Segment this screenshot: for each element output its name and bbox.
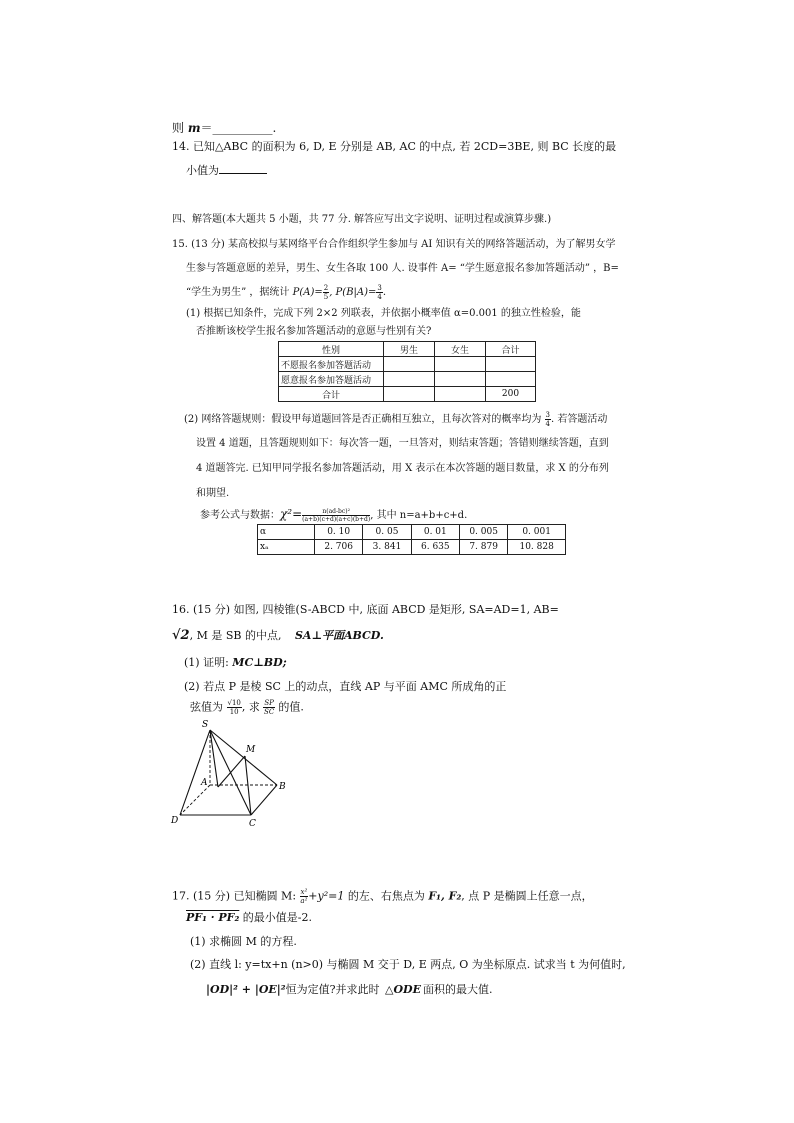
q17-point-text: , 点 P 是椭圆上任意一点， bbox=[461, 889, 593, 903]
q13-blank: __________ bbox=[212, 121, 273, 135]
table-cell: 200 bbox=[486, 387, 536, 402]
vertex-label-s: S bbox=[202, 720, 209, 730]
q16-line-2 bbox=[172, 629, 384, 643]
q15-part1-line-2: 否推断该校学生报名参加答题活动的意愿与性别有关? bbox=[196, 326, 432, 337]
q15-pba-frac: $\frac{3}{4}$ bbox=[377, 284, 382, 301]
q17-foci-text: 的左、右焦点为 bbox=[344, 889, 429, 903]
q16-part1-label: (1) 证明: bbox=[184, 656, 233, 669]
q15-pa: P(A)= bbox=[292, 287, 323, 298]
table-cell: 合计 bbox=[279, 387, 384, 402]
section-4-heading: 四、解答题(本大题共 5 小题，共 77 分. 解答应写出文字说明、证明过程或演算步骤.) bbox=[172, 214, 552, 225]
q17-area-text: 面积的最大值. bbox=[422, 983, 493, 996]
q14-line-2 bbox=[186, 163, 267, 178]
table-cell: 3. 841 bbox=[363, 540, 411, 555]
table-cell[interactable] bbox=[384, 357, 435, 372]
table-cell[interactable] bbox=[435, 357, 486, 372]
table-cell: 10. 828 bbox=[508, 540, 566, 555]
reference-note: , 其中 n=a+b+c+d. bbox=[370, 510, 468, 521]
chi-square-frac: $\frac{\text{n(ad-bc)²}}{(a+b)(c+d)(a+c)(b+d)}$ bbox=[302, 508, 371, 523]
q15-pa-frac: $\frac{2}{5}$ bbox=[323, 284, 329, 301]
q15-part2-line-3: 4 道题答完. 已知甲同学报名参加答题活动，用 X 表示在本次答题的题目数量，求 X 的分布列 bbox=[196, 463, 609, 474]
distance-sum: |OD|² + |OE|² bbox=[206, 983, 286, 996]
sqrt2: √2 bbox=[172, 628, 190, 643]
q15-line-3-text: “学生为男生” ，据统计 bbox=[186, 287, 293, 298]
ellipse-frac: $\frac{\text{x²}}{\text{a²}}$ bbox=[300, 888, 308, 905]
q17-foci: F₁, F₂ bbox=[428, 889, 462, 903]
table-cell[interactable] bbox=[435, 387, 486, 402]
q14-answer-blank[interactable] bbox=[219, 163, 267, 174]
table-cell: xₐ bbox=[258, 540, 315, 555]
vertex-label-a: A bbox=[201, 778, 208, 788]
contingency-table bbox=[278, 341, 536, 402]
table-cell: 愿意报名参加答题活动 bbox=[279, 372, 384, 387]
table-row bbox=[258, 525, 566, 540]
q15-part2-line-1 bbox=[184, 411, 607, 428]
q17-line-2 bbox=[186, 911, 312, 925]
q16-part2-text: 弦值为 bbox=[190, 700, 227, 714]
table-row bbox=[279, 372, 536, 387]
table-cell: 0. 001 bbox=[508, 525, 566, 540]
q14-line-2-text: 小值为 bbox=[186, 164, 219, 177]
table-cell: 2. 706 bbox=[315, 540, 363, 555]
reference-formula bbox=[200, 507, 467, 523]
q15-part1-line-1: (1) 根据已知条件，完成下列 2×2 列联表，并依据小概率值 α=0.001 的独立性检验，能 bbox=[186, 308, 581, 319]
chi-square-symbol: χ²= bbox=[280, 507, 303, 521]
q17-part2-line-2 bbox=[206, 983, 492, 997]
table-header-row bbox=[279, 342, 536, 357]
q16-ratio-frac: $\frac{SP}{SC}$ bbox=[264, 699, 275, 716]
q16-sine-frac: $\frac{√10}{10}$ bbox=[227, 699, 241, 716]
table-cell[interactable] bbox=[435, 372, 486, 387]
q15-line-1: 15. (13 分) 某高校拟与某网络平台合作组织学生参加与 AI 知识有关的网络答题活动，为了解男女学 bbox=[172, 239, 616, 250]
q16-perpendicular: SA⊥平面ABCD. bbox=[294, 629, 384, 642]
q15-line-2: 生参与答题意愿的差异，男生、女生各取 100 人. 设事件 A= “学生愿意报名参加答题活动” ，B= bbox=[186, 263, 619, 274]
q16-part1 bbox=[184, 656, 287, 670]
table-row bbox=[279, 387, 536, 402]
pyramid-figure bbox=[165, 712, 300, 828]
q15-part2-text-b: . 若答题活动 bbox=[551, 414, 608, 425]
table-header-cell: 合计 bbox=[486, 342, 536, 357]
q17-intro: 17. (15 分) 已知椭圆 M: bbox=[172, 889, 300, 903]
vertex-label-b: B bbox=[279, 782, 286, 792]
table-row bbox=[258, 540, 566, 555]
q17-part1: (1) 求椭圆 M 的方程. bbox=[190, 935, 297, 948]
table-cell[interactable] bbox=[486, 357, 536, 372]
q16-midpoint-text: , M 是 SB 的中点, bbox=[189, 629, 282, 642]
table-cell: 不愿报名参加答题活动 bbox=[279, 357, 384, 372]
table-header-cell: 性别 bbox=[279, 342, 384, 357]
q16-part2-ask: , 求 bbox=[241, 700, 264, 714]
vertex-label-c: C bbox=[249, 819, 256, 828]
table-cell: 7. 879 bbox=[459, 540, 507, 555]
q16-part1-claim: MC⊥BD; bbox=[232, 656, 287, 669]
critical-value-table bbox=[257, 524, 566, 555]
q13-answer-line bbox=[172, 121, 276, 135]
q16-line-1: 16. (15 分) 如图, 四棱锥(S-ABCD 中, 底面 ABCD 是矩形, SA=AD=1, AB= bbox=[172, 603, 559, 616]
q17-part2-line-1: (2) 直线 l: y=tx+n (n>0) 与椭圆 M 交于 D, E 两点, O 为坐标原点. 试求当 t 为何值时, bbox=[190, 958, 626, 971]
q13-prefix: 则 bbox=[172, 121, 188, 135]
q15-part2-text: (2) 网络答题规则：假设甲每道题回答是否正确相互独立，且每次答对的概率均为 bbox=[184, 414, 545, 425]
q16-part2-end: 的值. bbox=[274, 700, 304, 714]
table-header-cell: 男生 bbox=[384, 342, 435, 357]
table-cell[interactable] bbox=[384, 372, 435, 387]
q16-part2-line-1: (2) 若点 P 是棱 SC 上的动点，直线 AP 与平面 AMC 所成角的正 bbox=[184, 680, 507, 693]
ellipse-equation: +y²=1 bbox=[308, 889, 345, 903]
q13-end: . bbox=[272, 121, 277, 135]
q14-line-1: 14. 已知△ABC 的面积为 6, D, E 分别是 AB, AC 的中点, 若 2CD=3BE, 则 BC 长度的最 bbox=[172, 140, 617, 153]
q15-line-3: “学生为男生” ，据统计 P(A)= $\frac{2}{5}$ , P(B|A)= $\frac{3}{4}$ . bbox=[186, 284, 387, 301]
q15-part2-line-4: 和期望. bbox=[196, 488, 230, 499]
q17-min-text: 的最小值是-2. bbox=[239, 911, 313, 924]
table-cell: 0. 01 bbox=[411, 525, 459, 540]
table-cell[interactable] bbox=[384, 387, 435, 402]
table-cell: 6. 635 bbox=[411, 540, 459, 555]
q15-pba: , P(B|A)= bbox=[329, 287, 377, 298]
dot-product: PF₁ · PF₂ bbox=[186, 911, 240, 924]
table-header-cell: 女生 bbox=[435, 342, 486, 357]
table-cell: 0. 10 bbox=[315, 525, 363, 540]
q17-constant-text: 恒为定值?并求此时 bbox=[285, 983, 384, 996]
table-cell: α bbox=[258, 525, 315, 540]
q15-part2-line-2: 设置 4 道题，且答题规则如下：每次答一题，一旦答对，则结束答题；答错则继续答题，直到 bbox=[196, 438, 609, 449]
table-cell: 0. 005 bbox=[459, 525, 507, 540]
table-cell[interactable] bbox=[486, 372, 536, 387]
q13-eq: ＝ bbox=[200, 121, 213, 135]
vertex-label-d: D bbox=[171, 816, 179, 826]
q15-prob-frac: $\frac{3}{4}$ bbox=[545, 411, 550, 428]
table-cell: 0. 05 bbox=[363, 525, 411, 540]
q17-line-1 bbox=[172, 888, 593, 905]
vertex-label-m: M bbox=[246, 745, 256, 755]
q13-var: m bbox=[187, 121, 201, 135]
table-row bbox=[279, 357, 536, 372]
triangle-ode: △ODE bbox=[385, 983, 421, 996]
reference-label: 参考公式与数据： bbox=[200, 510, 280, 521]
